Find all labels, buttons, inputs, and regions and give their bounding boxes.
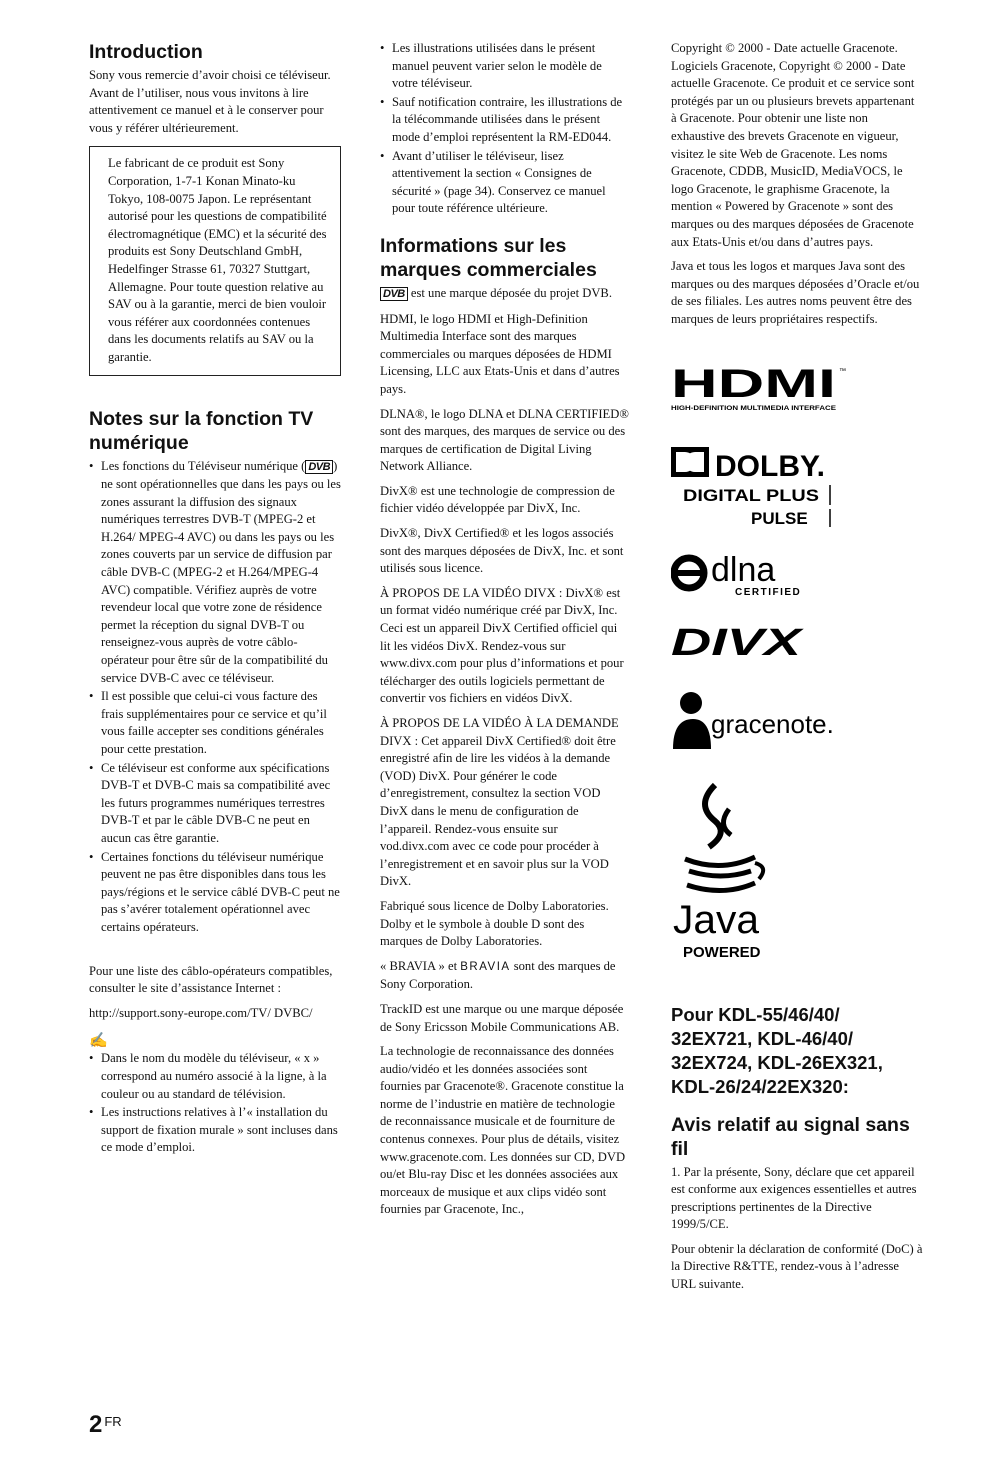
bravia-trademark: « BRAVIA » et BRAVIA sont des marques de Sony Corporation.	[380, 958, 616, 992]
list-item: • Il est possible que celui-ci vous facture des frais supplémentaires pour ce service et qu’il vous faille accepter ses conditions générales pour cette prestation.	[89, 688, 341, 758]
hdmi-logo	[671, 365, 851, 415]
svg-text:gracenote.: gracenote.	[711, 708, 834, 739]
illustration-notes-list	[380, 40, 630, 218]
introduction-heading: Introduction	[89, 41, 203, 63]
gracenote-logo	[671, 691, 861, 751]
model-list-heading: Pour KDL-55/46/40/ 32EX721, KDL-46/40/ 32EX724, KDL-26EX321, KDL-26/24/22EX320:	[671, 1003, 883, 1097]
dlna-certified-logo	[671, 551, 821, 601]
list-item: • Les instructions relatives à l’« installation du support de fixation murale » sont incluses dans ce mode d’emploi.	[89, 1104, 341, 1157]
note-pencil-icon: ✍	[89, 1033, 108, 1050]
hdmi-trademark: HDMI, le logo HDMI et High-Definition Multimedia Interface sont des marques commerciales ou marques déposées de HDMI Licensing, LLC aux Etats-Unis et dans d’autres pays.	[380, 311, 620, 396]
bravia-logo: BRAVIA	[460, 960, 511, 973]
svg-text:DIVX: DIVX	[671, 622, 805, 663]
tv-notes-list	[89, 458, 341, 937]
manufacturer-box	[89, 146, 341, 375]
manufacturer-text: Le fabricant de ce produit est Sony Corporation, 1-7-1 Konan Minato-ku Tokyo, 108-0075 Japon. Le représentant autorisé pour les questions de compatibilité électromagnétique (EMC) et la sécurité des produits est Sony Deutschland GmbH, Hedelfinger Strasse 61, 70327 Stuttgart, Allemagne. Pour toute question relative au SAV ou à la garantie, merci de bien vouloir vous référer aux coordonnées contenues dans les documents relatifs au SAV ou la garantie.	[108, 156, 327, 364]
list-item: • Les fonctions du Téléviseur numérique ( DVB ) ne sont opérationnelles que dans les pays ou les zones assurant la diffusion des signaux numériques terrestres DVB-T (MPEG-2 et H.264/ MPEG-4 AVC) ou dans les pays ou les zones couverts par un service de diffusion par câble DVB-C (MPEG-2 et H.264/MPEG-4 AVC) compatible. Vérifiez auprès de votre revendeur local que votre zone de résidence permet la réception du signal DVB-T ou renseignez-vous auprès de votre câblo-opérateur pour être sûr de la compatibilité du service DVB-C avec ce téléviseur.	[89, 458, 341, 688]
gracenote-copyright: Copyright © 2000 - Date actuelle Gracenote. Logiciels Gracenote, Copyright © 2000 - Date actuelle Gracenote. Ce produit et ce service sont protégés par un ou plusieurs brevets appartenant à Gracenote. Pour obtenir une liste non exhaustive des brevets Gracenote en vigueur, visitez le site Web de Gracenote. Les noms Gracenote, CDDB, MusicID, MediaVOCS, le logo Gracenote, le graphisme Gracenote, la mention « Powered by Gracenote » sont des marques ou des marques déposées de Gracenote aux Etats-Unis et/ou dans d’autres pays.	[671, 41, 915, 249]
svg-text:PULSE: PULSE	[751, 508, 808, 528]
divx-trademark-2: DivX®, DivX Certified® et les logos associés sont des marques déposées de DivX, Inc. et sont utilisés sous licence.	[380, 526, 624, 576]
dolby-trademark: Fabriqué sous licence de Dolby Laboratories. Dolby et le symbole à double D sont des marques de Dolby Laboratories.	[380, 898, 609, 949]
list-item: • Les illustrations utilisées dans le présent manuel peuvent varier selon le modèle de votre téléviseur.	[380, 40, 630, 93]
language-code: FR	[104, 1414, 122, 1429]
dvb-logo: DVB	[380, 287, 408, 301]
support-url: http://support.sony-europe.com/TV/ DVBC/	[89, 1005, 313, 1020]
tv-notes-heading: Notes sur la fonction TV numérique	[89, 407, 314, 454]
svg-text:CERTIFIED: CERTIFIED	[735, 586, 802, 598]
wireless-notice-heading: Avis relatif au signal sans fil	[671, 1113, 910, 1160]
svg-text:DIGITAL PLUS: DIGITAL PLUS	[683, 485, 819, 505]
divx-about-vod: À PROPOS DE LA VIDÉO À LA DEMANDE DIVX : Cet appareil DivX Certified® doit être enregistré afin de lire les vidéos à la demande (VOD) DivX. Pour générer le code d’enregistrement, consultez la section VOD DivX dans le menu de configuration de l’appareil. Rendez-vous ensuite sur vod.divx.com avec ce code pour procéder à l’enregistrement et en savoir plus sur la VOD DivX.	[380, 716, 619, 889]
gracenote-trademark: La technologie de reconnaissance des données audio/vidéo et les données associées sont fournies par Gracenote®. Gracenote constitue la norme de l’industrie en matière de technologie de reconnaissance musicale et de fourniture de contenus connexes. Pour plus de détails, visitez www.gracenote.com. Les données sur CD, DVD ou/et Blu-ray Disc et les données associées aux morceaux de musique et aux clips vidéo sont fournies par Gracenote, Inc.,	[380, 1044, 626, 1217]
cable-operators-text: Pour une liste des câblo-opérateurs compatibles, consulter le site d’assistance Internet :	[89, 963, 333, 996]
java-trademark: Java et tous les logos et marques Java sont des marques ou des marques déposées d’Oracle et/ou de ses filiales. Les autres noms peuvent être des marques de leurs propriétaires respectifs.	[671, 259, 920, 326]
dlna-trademark: DLNA®, le logo DLNA et DLNA CERTIFIED® sont des marques, des marques de service ou des marques de certification de Digital Living Network Alliance.	[380, 406, 629, 474]
notes-list	[89, 1050, 341, 1157]
svg-text:dlna: dlna	[711, 550, 776, 589]
page-number-value: 2	[89, 1411, 103, 1438]
svg-text:HDMI: HDMI	[671, 364, 836, 406]
list-item: • Avant d’utiliser le téléviseur, lisez attentivement la section « Consignes de sécurité » (page 34). Conservez ce manuel pour toute référence ultérieure.	[380, 148, 630, 218]
page-number	[89, 1411, 122, 1439]
column-left	[89, 40, 341, 1163]
java-powered-logo	[671, 781, 791, 966]
svg-text:™: ™	[839, 367, 846, 375]
svg-text:HIGH-DEFINITION MULTIMEDIA INT: HIGH-DEFINITION MULTIMEDIA INTERFACE	[671, 405, 836, 412]
trackid-trademark: TrackID est une marque ou une marque déposée de Sony Ericsson Mobile Communications AB.	[380, 1001, 624, 1034]
svg-text:DOLBY.: DOLBY.	[715, 449, 826, 483]
divx-trademark-1: DivX® est une technologie de compression de fichier vidéo développée par DivX, Inc.	[380, 483, 615, 516]
list-item: • Sauf notification contraire, les illustrations de la télécommande utilisées dans le présent mode d’emploi représentent la RM-ED044.	[380, 94, 630, 147]
column-right	[671, 40, 923, 1301]
divx-logo	[671, 623, 821, 663]
column-middle	[380, 40, 630, 1226]
dolby-digital-plus-pulse-logo	[671, 439, 841, 529]
list-item: • Dans le nom du modèle du téléviseur, « x » correspond au numéro associé à la ligne, à la couleur ou au standard de télévision.	[89, 1050, 341, 1103]
wireless-declaration: 1. Par la présente, Sony, déclare que cet appareil est conforme aux exigences essentielles et autres prescriptions pertinentes de la Directive 1999/5/CE.	[671, 1164, 917, 1232]
trademarks-heading: Informations sur les marques commerciales	[380, 234, 597, 281]
list-item: • Ce téléviseur est conforme aux spécifications DVB-T et DVB-C mais sa compatibilité avec les futurs programmes numériques terrestres DVB-T et par le câble DVB-C ne peut en aucun cas être garantie.	[89, 760, 341, 848]
list-item: • Certaines fonctions du téléviseur numérique peuvent ne pas être disponibles dans tous les pays/régions et le service câblé DVB-C peut ne pas s’avérer totalement opérationnel avec certains opérateurs.	[89, 849, 341, 937]
introduction-text: Sony vous remercie d’avoir choisi ce téléviseur. Avant de l’utiliser, nous vous invitons à lire attentivement ce manuel et à le conserver pour vous y référer ultérieurement.	[89, 68, 331, 135]
svg-text:Java: Java	[673, 897, 760, 942]
wireless-doc-text: Pour obtenir la déclaration de conformité (DoC) à la Directive R&TTE, rendez-vous à l’adresse URL suivante.	[671, 1241, 923, 1292]
dvb-trademark: DVB est une marque déposée du projet DVB.	[380, 285, 630, 304]
svg-text:POWERED: POWERED	[683, 943, 761, 961]
divx-about-video: À PROPOS DE LA VIDÉO DIVX : DivX® est un format vidéo numérique créé par DivX, Inc. Ceci est un appareil DivX Certified officiel qui lit les vidéos DivX. Rendez-vous sur www.divx.com pour plus d’informations et pour télécharger des outils logiciels permettant de convertir vos fichiers en vidéos DivX.	[380, 585, 624, 706]
dvb-logo: DVB	[305, 460, 333, 474]
